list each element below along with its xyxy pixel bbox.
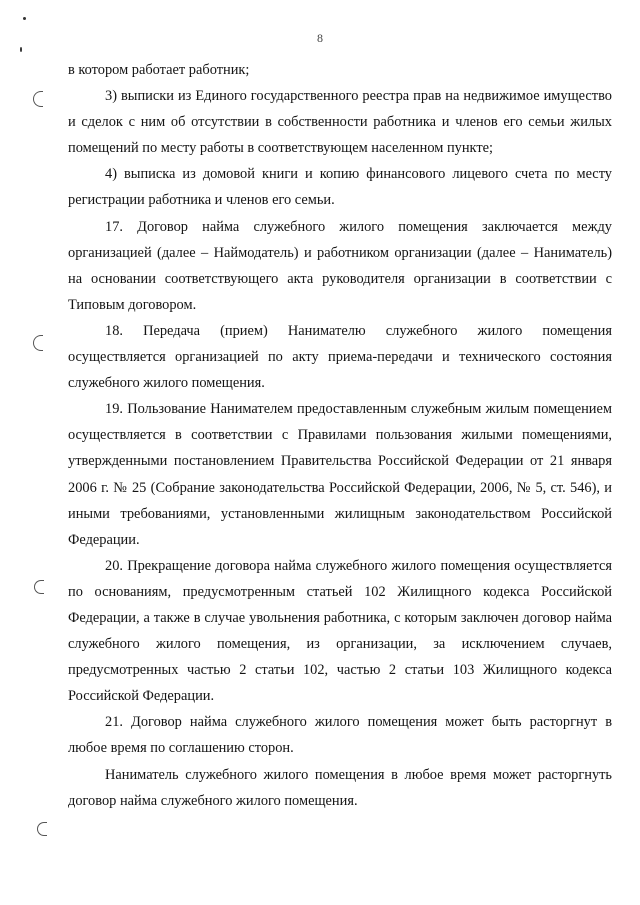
binder-hole-mark [37, 822, 47, 836]
paragraph-21: 21. Договор найма служебного жилого помещения может быть расторгнут в любое время по соглашению сторон. [68, 714, 612, 757]
paragraph-item-3: 3) выписки из Единого государственного реестра прав на недвижимое имущество и сделок с ним об отсутствии в собственности работника и членов его семьи жилых помещений по месту работы в соответствующем населенном пункте; [68, 88, 612, 157]
paragraph-20: 20. Прекращение договора найма служебного жилого помещения осуществляется по основаниям, предусмотренным статьей 102 Жилищного кодекса Российской Федерации, а также в случае увольнения работника, с которым заключен договор найма служебного жилого помещения, из организации, за исключением случаев, предусмотренных частью 2 статьи 102, частью 2 статьи 103 Жилищного кодекса Российской Федерации. [68, 557, 612, 705]
paragraph-17: 17. Договор найма служебного жилого помещения заключается между организацией (далее – Наймодатель) и работником организации (далее – Наниматель) на основании соответствующего акта руководителя организации в соответствии с Типовым договором. [68, 218, 612, 313]
document-body [68, 57, 612, 814]
paragraph-18: 18. Передача (прием) Нанимателю служебного жилого помещения осуществляется организацией по акту приема-передачи и технического состояния служебного жилого помещения. [68, 322, 612, 392]
binder-hole-mark [34, 580, 44, 594]
scan-speck [20, 47, 22, 52]
paragraph-item-4: 4) выписка из домовой книги и копию финансового лицевого счета по месту регистрации работника и членов его семьи. [68, 166, 612, 209]
binder-hole-mark [33, 335, 43, 351]
paragraph-19: 19. Пользование Нанимателем предоставленным служебным жилым помещением осуществляется в соответствии с Правилами пользования жилыми помещениями, утвержденными постановлением Правительства Российской Федерации от 21 января 2006 г. № 25 (Собрание законодательства Российской Федерации, 2006, № 5, ст. 546), и иными требованиями, установленными жилищным законодательством Российской Федерации. [68, 401, 612, 548]
scan-speck [23, 17, 26, 20]
page-number: 8 [317, 31, 323, 45]
paragraph-continuation: в котором работает работник; [68, 62, 250, 78]
binder-hole-mark [33, 91, 43, 107]
paragraph-termination: Наниматель служебного жилого помещения в любое время может расторгнуть договор найма служебного жилого помещения. [68, 766, 612, 809]
